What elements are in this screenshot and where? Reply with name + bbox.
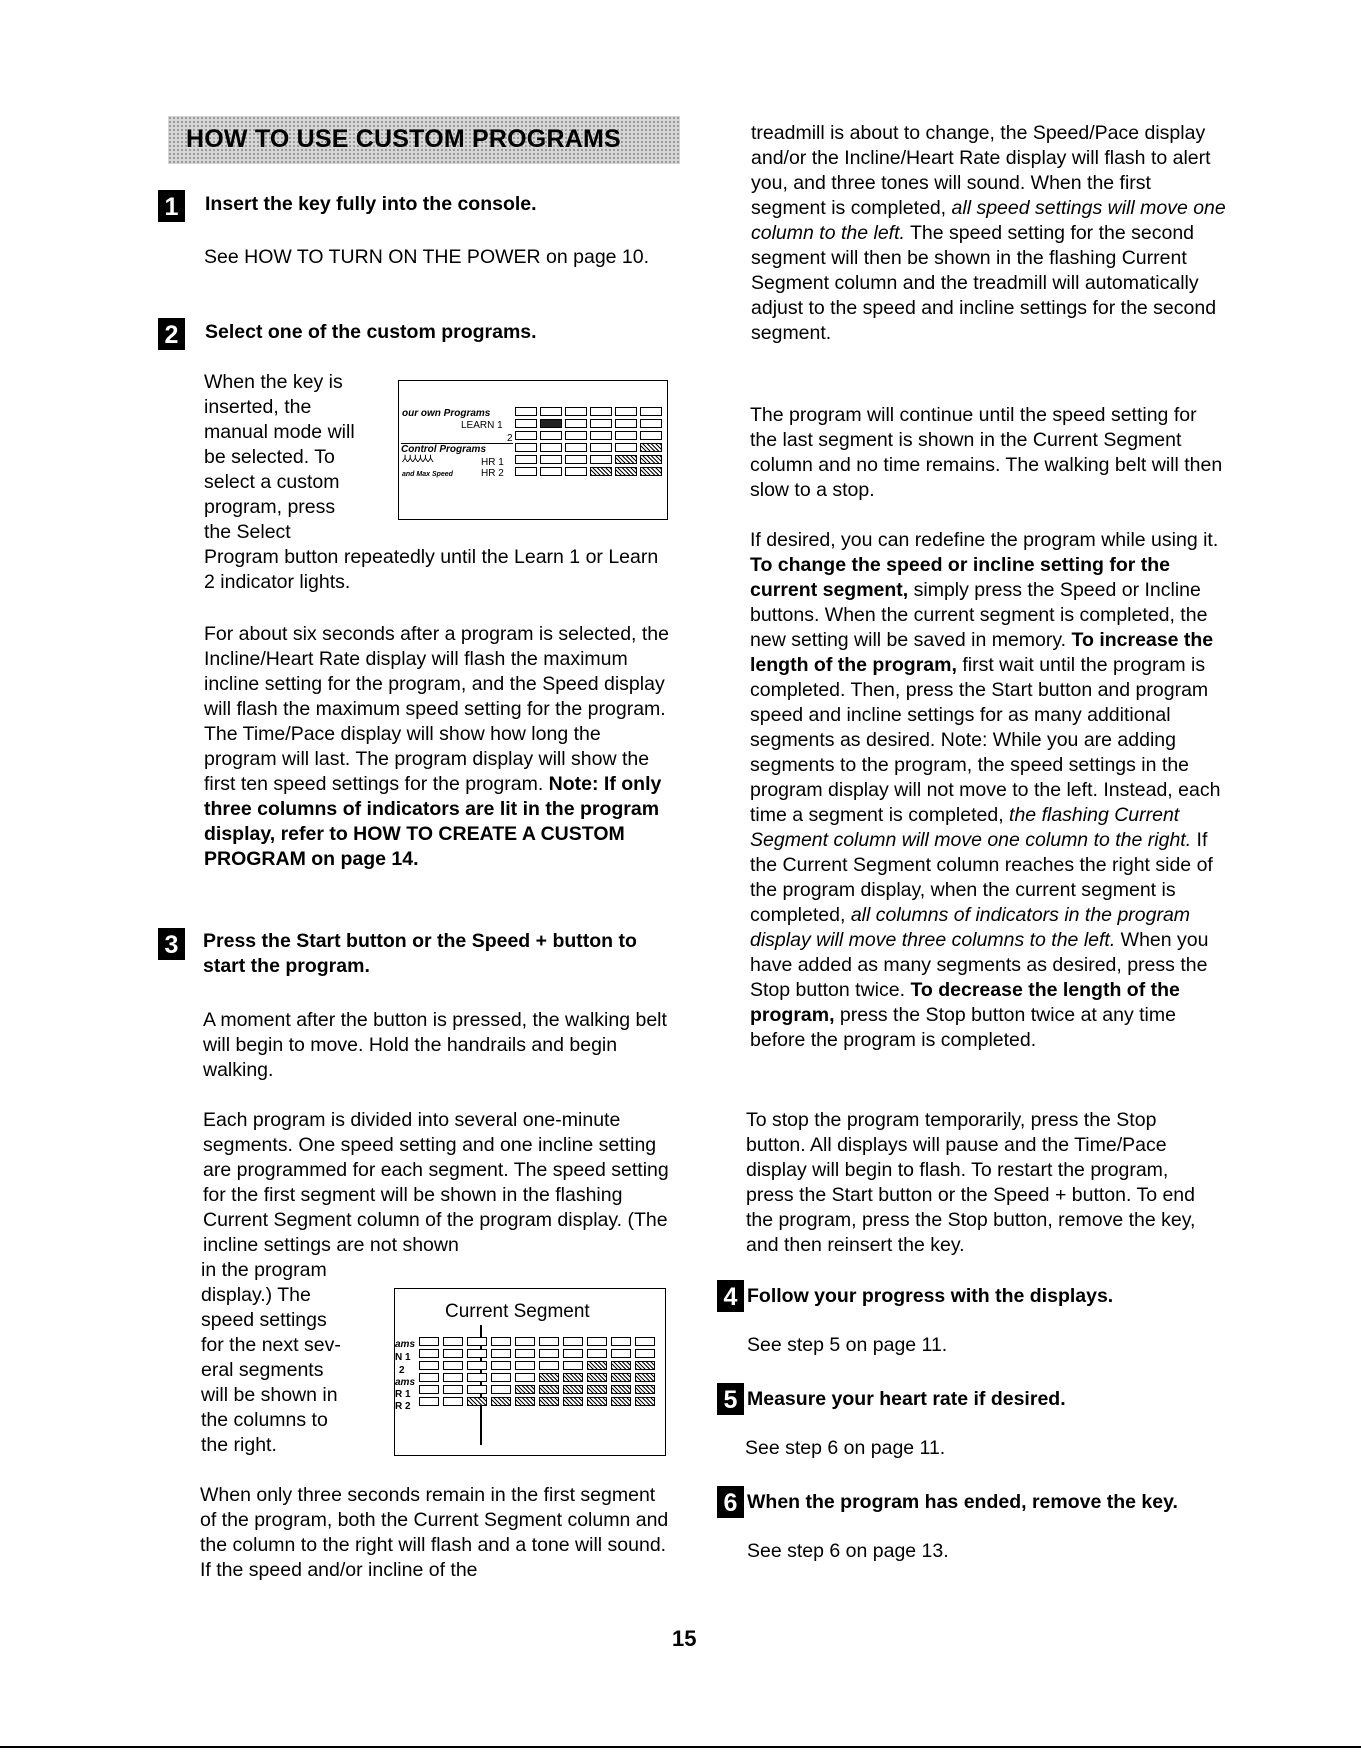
text-span: If desired, you can redefine the program while using it. [750, 529, 1219, 551]
indicator-cell [635, 1337, 655, 1346]
text-line: will be shown in [201, 1384, 338, 1406]
indicator-cell [587, 1349, 607, 1358]
text-line: manual mode will [204, 421, 355, 443]
indicator-cell [419, 1397, 439, 1406]
indicator-cell [515, 1373, 535, 1382]
indicator-cell [491, 1373, 511, 1382]
label-hr1: HR 1 [481, 457, 504, 468]
indicator-cell [563, 1337, 583, 1346]
indicator-cell [467, 1361, 487, 1370]
indicator-cell [467, 1385, 487, 1394]
text-span: simply press the Speed or Incline buttons. When the current segment is completed, the new setting will be saved in memory. [750, 579, 1208, 651]
step-5-text: See step 6 on page 11. [745, 1437, 946, 1459]
step-6-number: 6 [717, 1486, 744, 1518]
indicator-cell [611, 1385, 631, 1394]
indicator-cell [419, 1337, 439, 1346]
indicator-cell [443, 1361, 463, 1370]
indicator-cell [515, 431, 537, 440]
program-display-diagram-1 [398, 380, 668, 520]
step-1-text: See HOW TO TURN ON THE POWER on page 10. [204, 246, 650, 268]
indicator-cell [611, 1337, 631, 1346]
step-3-paragraph-3: When only three seconds remain in the first segment of the program, both the Current Segment column and the column to the right will flash and a tone will sound. If the speed and/or incline of the [200, 1484, 669, 1581]
row-label: R 1 [395, 1389, 411, 1400]
indicator-cell [443, 1397, 463, 1406]
indicator-cell [419, 1373, 439, 1382]
text-line: the Select [204, 521, 291, 543]
indicator-cell [540, 443, 562, 452]
text-line: the columns to [201, 1409, 328, 1431]
row-label: ams [395, 1377, 416, 1388]
indicator-cell [640, 467, 662, 476]
row-label: 2 [399, 1365, 405, 1376]
indicator-cell [563, 1373, 583, 1382]
indicator-cell [515, 419, 537, 428]
step-1-number: 1 [158, 190, 185, 222]
indicator-cell [540, 467, 562, 476]
row-label: ams [395, 1339, 416, 1350]
row-label: N 1 [395, 1352, 411, 1363]
text-line: for the next sev- [201, 1334, 341, 1356]
indicator-cell [565, 407, 587, 416]
indicator-cell [611, 1397, 631, 1406]
indicator-cell [491, 1337, 511, 1346]
program-display-diagram-2 [394, 1288, 666, 1456]
indicator-cell [565, 467, 587, 476]
indicator-cell [539, 1337, 559, 1346]
indicator-cell [539, 1361, 559, 1370]
indicator-cell [587, 1385, 607, 1394]
right-paragraph-1 [751, 121, 1226, 346]
bold-span: To change the speed or incline setting for the current segment, [750, 554, 1171, 601]
indicator-cell [419, 1349, 439, 1358]
indicator-cell [443, 1337, 463, 1346]
step-2-text-cont: Program button repeatedly until the Learn 1 or Learn 2 indicator lights. [204, 546, 659, 593]
indicator-cell [635, 1373, 655, 1382]
indicator-cell [443, 1373, 463, 1382]
indicator-cell [590, 419, 612, 428]
indicator-cell [565, 455, 587, 464]
indicator-cell [611, 1349, 631, 1358]
indicator-cell [419, 1385, 439, 1394]
indicator-cell [539, 1397, 559, 1406]
indicator-cell [587, 1361, 607, 1370]
step-3-paragraph-2: Each program is divided into several one-minute segments. One speed setting and one incline setting are programmed for each segment. The speed setting for the first segment will be shown in the flashing Current Segment column of the program display. (The incline settings are not shown [203, 1109, 669, 1256]
text-span: The speed setting for the second segment will then be shown in the flashing Current Segment column and the treadmill will automatically adjust to the speed and incline settings for the second segment. [751, 222, 1217, 344]
indicator-cell [539, 1373, 559, 1382]
indicator-cell [491, 1349, 511, 1358]
indicator-cell [467, 1337, 487, 1346]
text-span: If the Current Segment column reaches the right side of the program display, when the current segment is completed, [750, 829, 1213, 926]
indicator-cell [540, 431, 562, 440]
step-5-heading: Measure your heart rate if desired. [747, 1388, 1066, 1410]
indicator-grid-1 [515, 407, 665, 477]
indicator-cell [515, 1337, 535, 1346]
indicator-cell [590, 455, 612, 464]
indicator-cell [540, 407, 562, 416]
indicator-cell [587, 1373, 607, 1382]
indicator-cell [515, 1361, 535, 1370]
indicator-cell [590, 443, 612, 452]
indicator-cell [611, 1361, 631, 1370]
indicator-cell [563, 1361, 583, 1370]
italic-span: all columns of indicators in the program display will move three columns to the left. [750, 904, 1191, 951]
current-segment-label: Current Segment [445, 1301, 590, 1322]
indicator-cell [539, 1385, 559, 1394]
label-hr2: HR 2 [481, 468, 504, 479]
indicator-cell [563, 1385, 583, 1394]
indicator-cell [515, 467, 537, 476]
step-3-number: 3 [158, 928, 185, 960]
indicator-cell [467, 1349, 487, 1358]
text-line: program, press [204, 496, 336, 518]
bold-span: To decrease the length of the program, [750, 979, 1180, 1026]
section-title: HOW TO USE CUSTOM PROGRAMS [186, 125, 621, 153]
indicator-cell [515, 407, 537, 416]
right-paragraph-4: To stop the program temporarily, press the Stop button. All displays will pause and the Time/Pace display will begin to flash. To restart the program, press the Start button or the Speed + button. To end the program, press the Stop button, remove the key, and then reinsert the key. [746, 1109, 1196, 1256]
indicator-cell [640, 443, 662, 452]
paragraph-note-bold: Note: If only three columns of indicators are lit in the program display, refer to HOW TO CREATE A CUSTOM PROGRAM on page 14. [204, 773, 662, 870]
step-3-heading-line2: start the program. [203, 955, 370, 977]
step-3-paragraph-1: A moment after the button is pressed, the walking belt will begin to move. Hold the handrails and begin walking. [203, 1009, 667, 1081]
indicator-cell [491, 1385, 511, 1394]
row-label: R 2 [395, 1401, 411, 1412]
indicator-cell [540, 419, 562, 428]
text-span: first wait until the program is completed. Then, press the Start button and program speed and incline settings for as many additional segments as desired. Note: While you are adding segments to the program, the speed settings in the program display will not move to the left. Instead, each time a segment is completed, [750, 654, 1221, 826]
indicator-cell [640, 419, 662, 428]
indicator-cell [565, 419, 587, 428]
text-line: inserted, the [204, 396, 312, 418]
text-line: select a custom [204, 471, 340, 493]
step-4-number: 4 [717, 1280, 744, 1312]
step-1-heading: Insert the key fully into the console. [205, 193, 537, 215]
indicator-cell [590, 467, 612, 476]
italic-span: the flashing Current Segment column will move one column to the right. [750, 804, 1192, 851]
label-learn1: LEARN 1 [461, 420, 503, 431]
right-paragraph-2: The program will continue until the speed setting for the last segment is shown in the Current Segment column and no time remains. The walking belt will then slow to a stop. [750, 404, 1223, 501]
indicator-cell [640, 407, 662, 416]
indicator-cell [635, 1385, 655, 1394]
indicator-cell [540, 455, 562, 464]
paragraph-normal-text: For about six seconds after a program is selected, the Incline/Heart Rate display will flash the maximum incline setting for the program, and the Speed display will flash the maximum speed setting for the program. The Time/Pace display will show how long the program will last. The program display will show the first ten speed settings for the program. [204, 623, 669, 795]
step-2-paragraph-2 [204, 622, 674, 872]
indicator-grid-2 [419, 1337, 663, 1415]
text-span: treadmill is about to change, the Speed/Pace display and/or the Incline/Heart Rate display will flash to alert you, and three tones will sound. When the first segment is completed, [751, 122, 1211, 219]
text-span: press the Stop button twice at any time before the program is completed. [750, 1004, 1176, 1051]
indicator-cell [635, 1361, 655, 1370]
label-own-programs: our own Programs [402, 408, 491, 419]
indicator-cell [590, 431, 612, 440]
text-line: the right. [201, 1434, 277, 1456]
indicator-cell [515, 1397, 535, 1406]
text-line: be selected. To [204, 446, 335, 468]
text-line: eral segments [201, 1359, 324, 1381]
right-paragraph-3 [750, 528, 1225, 1053]
step-6-text: See step 6 on page 13. [747, 1540, 949, 1562]
text-span: When you have added as many segments as desired, press the Stop button twice. [750, 929, 1209, 1001]
label-max-speed: and Max Speed [402, 471, 453, 478]
indicator-cell [615, 419, 637, 428]
indicator-cell [615, 467, 637, 476]
step-4-heading: Follow your progress with the displays. [747, 1285, 1114, 1307]
step-6-heading: When the program has ended, remove the key. [747, 1491, 1178, 1513]
indicator-cell [611, 1373, 631, 1382]
indicator-cell [515, 443, 537, 452]
page-number: 15 [672, 1626, 697, 1651]
indicator-cell [615, 455, 637, 464]
indicator-cell [515, 455, 537, 464]
text-line: in the program [201, 1259, 327, 1281]
indicator-cell [491, 1361, 511, 1370]
indicator-cell [587, 1337, 607, 1346]
indicator-cell [590, 407, 612, 416]
step-5-number: 5 [717, 1383, 744, 1415]
indicator-cell [491, 1397, 511, 1406]
indicator-cell [443, 1349, 463, 1358]
italic-span: all speed settings will move one column to the left. [751, 197, 1226, 244]
indicator-cell [635, 1349, 655, 1358]
step-2-wrap-text [204, 370, 384, 545]
indicator-cell [640, 455, 662, 464]
indicator-cell [563, 1349, 583, 1358]
text-line: display.) The [201, 1284, 311, 1306]
bottom-rule [0, 1746, 1361, 1748]
indicator-cell [565, 431, 587, 440]
indicator-cell [443, 1385, 463, 1394]
label-learn2: 2 [507, 433, 513, 444]
indicator-cell [587, 1397, 607, 1406]
heart-icons: ⅄⅄⅄⅄⅄⅄ [402, 454, 433, 465]
indicator-cell [565, 443, 587, 452]
label-control-programs: Control Programs [401, 444, 487, 455]
step-3-heading-line1: Press the Start button or the Speed + button to [203, 930, 637, 952]
indicator-cell [615, 443, 637, 452]
indicator-cell [419, 1361, 439, 1370]
indicator-cell [515, 1349, 535, 1358]
indicator-cell [539, 1349, 559, 1358]
indicator-cell [615, 407, 637, 416]
step-4-text: See step 5 on page 11. [747, 1334, 948, 1356]
indicator-cell [635, 1397, 655, 1406]
indicator-cell [563, 1397, 583, 1406]
indicator-cell [640, 431, 662, 440]
indicator-cell [467, 1373, 487, 1382]
indicator-cell [515, 1385, 535, 1394]
step-3-wrap-text [201, 1258, 381, 1458]
step-2-number: 2 [158, 318, 185, 350]
indicator-cell [467, 1397, 487, 1406]
indicator-cell [615, 431, 637, 440]
text-line: speed settings [201, 1309, 327, 1331]
text-line: When the key is [204, 371, 343, 393]
bold-span: To increase the length of the program, [750, 629, 1214, 676]
step-2-heading: Select one of the custom programs. [205, 321, 537, 343]
